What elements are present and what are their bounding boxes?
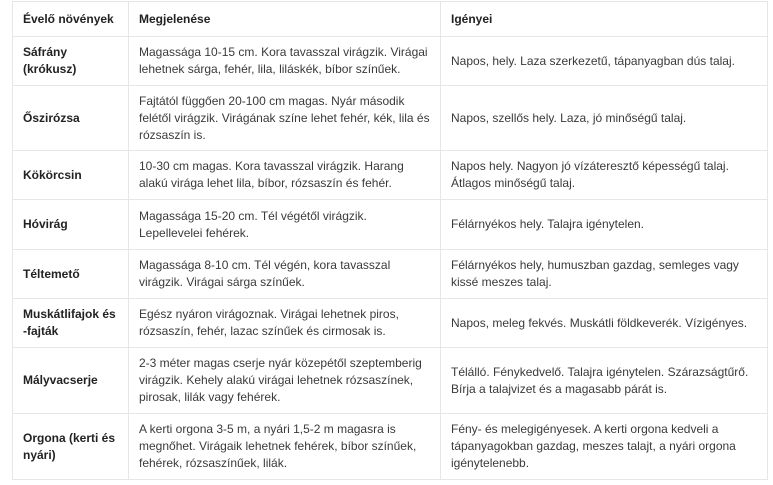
- plant-name-cell: Kökörcsin: [13, 151, 129, 200]
- plant-name-cell: Sáfrány (krókusz): [13, 37, 129, 86]
- plant-appearance-cell: Magassága 10-15 cm. Kora tavasszal virágzik. Virágai lehetnek sárga, fehér, lila, liláskék, bíbor színűek.: [129, 37, 441, 86]
- perennial-plants-table: [12, 1, 768, 480]
- table-row: [13, 414, 768, 480]
- table-row: [13, 151, 768, 200]
- table-row: [13, 299, 768, 348]
- plant-appearance-cell: Magassága 8-10 cm. Tél végén, kora tavasszal virágzik. Virágai sárga színűek.: [129, 250, 441, 299]
- plant-needs-cell: Félárnyékos hely, humuszban gazdag, semleges vagy kissé meszes talaj.: [441, 250, 768, 299]
- plant-needs-cell: Napos hely. Nagyon jó vízáteresztő képességű talaj. Átlagos minőségű talaj.: [441, 151, 768, 200]
- table-header-row: [13, 2, 768, 37]
- plant-name-cell: Muskátlifajok és -fajták: [13, 299, 129, 348]
- plant-appearance-cell: 2-3 méter magas cserje nyár közepétől szeptemberig virágzik. Kehely alakú virágai lehetnek rózsaszínek, pirosak, lilák vagy fehérek.: [129, 348, 441, 414]
- plant-name-cell: Hóvirág: [13, 200, 129, 250]
- table-row: [13, 348, 768, 414]
- plant-needs-cell: Napos, meleg fekvés. Muskátli földkeverék. Vízigényes.: [441, 299, 768, 348]
- plant-needs-cell: Napos, hely. Laza szerkezetű, tápanyagban dús talaj.: [441, 37, 768, 86]
- plant-needs-cell: Napos, szellős hely. Laza, jó minőségű talaj.: [441, 86, 768, 151]
- plant-name-cell: Orgona (kerti és nyári): [13, 414, 129, 480]
- table-row: [13, 37, 768, 86]
- header-needs: Igényei: [441, 2, 768, 37]
- table-row: [13, 200, 768, 250]
- table-row: [13, 250, 768, 299]
- plant-name-cell: Őszirózsa: [13, 86, 129, 151]
- plant-name-cell: Mályvacserje: [13, 348, 129, 414]
- plant-name-cell: Téltemető: [13, 250, 129, 299]
- plant-appearance-cell: Magassága 15-20 cm. Tél végétől virágzik. Lepellevelei fehérek.: [129, 200, 441, 250]
- plant-needs-cell: Télálló. Fénykedvelő. Talajra igénytelen. Szárazságtűrő. Bírja a talajvizet és a magasabb párát is.: [441, 348, 768, 414]
- plant-appearance-cell: 10-30 cm magas. Kora tavasszal virágzik. Harang alakú virága lehet lila, bíbor, rózsaszín és fehér.: [129, 151, 441, 200]
- plant-needs-cell: Félárnyékos hely. Talajra igénytelen.: [441, 200, 768, 250]
- plant-needs-cell: Fény- és melegigényesek. A kerti orgona kedveli a tápanyagokban gazdag, meszes talajt, a nyári orgona igénytelenebb.: [441, 414, 768, 480]
- plants-table-container: [12, 1, 767, 480]
- header-plant-name: Évelő növények: [13, 2, 129, 37]
- table-row: [13, 86, 768, 151]
- header-appearance: Megjelenése: [129, 2, 441, 37]
- plant-appearance-cell: Egész nyáron virágoznak. Virágai lehetnek piros, rózsaszín, fehér, lazac színűek és cirmosak is.: [129, 299, 441, 348]
- plant-appearance-cell: Fajtától függően 20-100 cm magas. Nyár második felétől virágzik. Virágának színe lehet fehér, kék, lila és rózsaszín is.: [129, 86, 441, 151]
- plant-appearance-cell: A kerti orgona 3-5 m, a nyári 1,5-2 m magasra is megnőhet. Virágaik lehetnek fehérek, bíbor színűek, fehérek, rózsaszínűek, lilák.: [129, 414, 441, 480]
